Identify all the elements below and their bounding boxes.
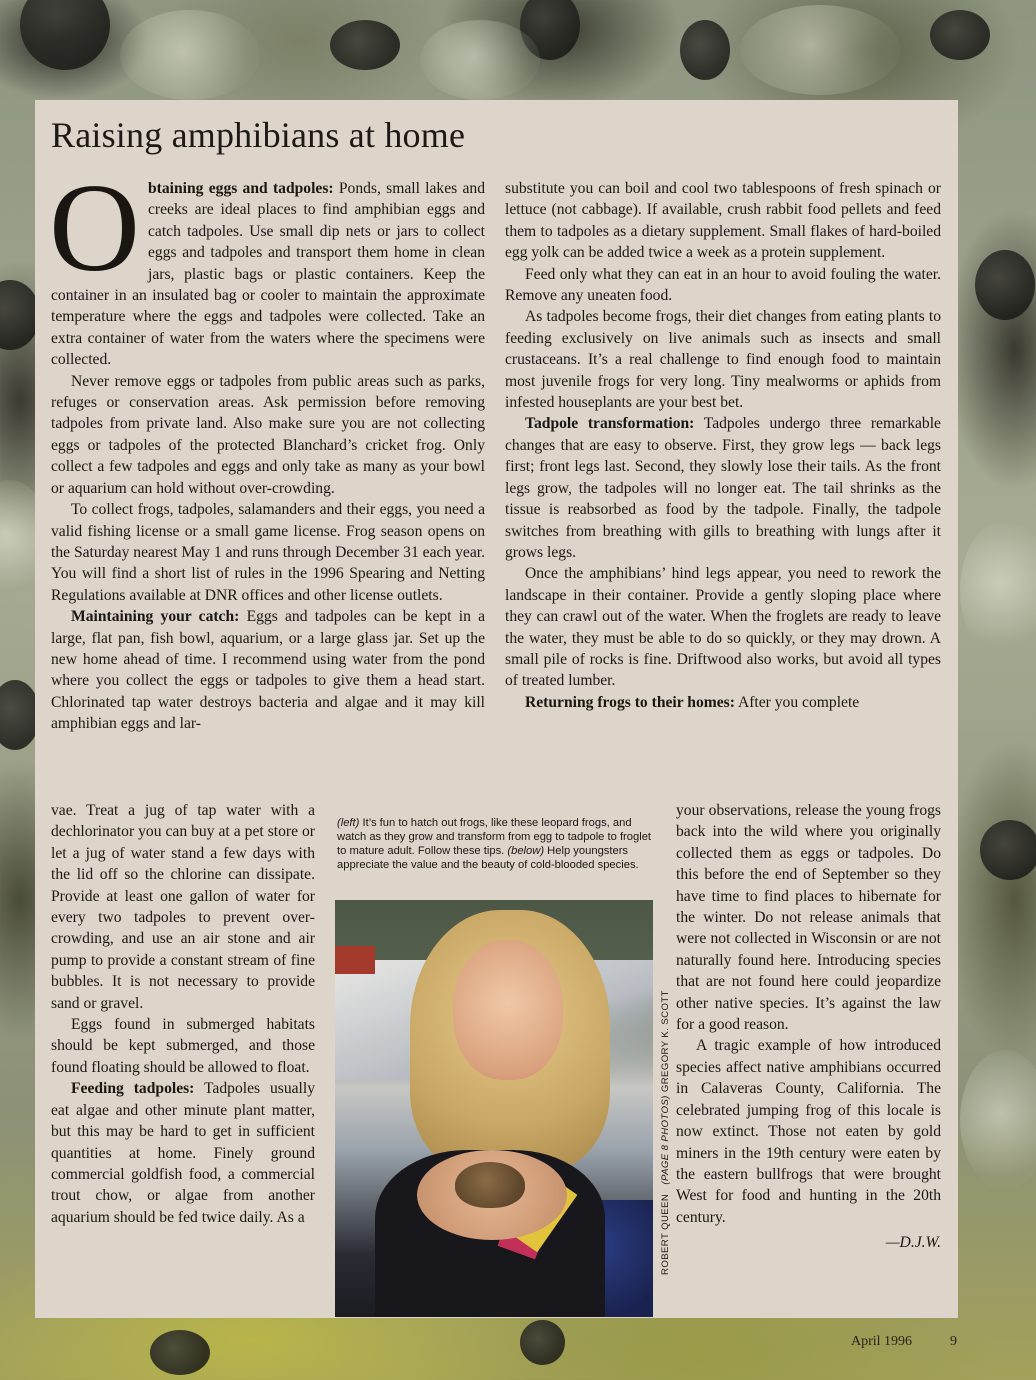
article-title: Raising amphibians at home <box>51 115 466 155</box>
paragraph: Never remove eggs or tadpoles from public areas such as parks, refuges or conservation areas. Ask permission before removing tadpoles from private land. Also make sure you are not collecting eggs or tadpoles of the protected Blanchard’s cricket frog. Only collect a few tadpoles and eggs and only take as many as your bowl or aquarium can hold without over-crowding. <box>51 372 485 497</box>
paragraph: Maintaining your catch: Eggs and tadpoles can be kept in a large, flat pan, fish bowl, aquarium, or a large glass jar. Set up the new home ahead of time. I recommend using water from the pond where you collect the eggs or tadpoles to give them a head start. Chlorinated tap water destroys bacteria and algae and it may kill amphibian eggs and lar- <box>51 608 485 733</box>
photo-credit: ROBERT QUEEN (PAGE 8 PHOTOS) GREGORY K. SCOTT <box>660 990 671 1275</box>
subhead: Maintaining your catch: <box>71 608 240 626</box>
paragraph: Feed only what they can eat in an hour to avoid fouling the water. Remove any uneaten food. <box>505 265 941 305</box>
paragraph: Once the amphibians’ hind legs appear, you need to rework the landscape in their container. Provide a gently sloping place where they can crawl out of the water. When the froglets are ready to leave the water, they must be able to do so quickly, or they may drown. A small pile of rocks is fine. Driftwood also works, but avoid all types of treated lumber. <box>505 565 941 690</box>
subhead: btaining eggs and tadpoles: <box>148 180 334 197</box>
photo-caption: (left) It’s fun to hatch out frogs, like these leopard frogs, and watch as they grow and transform from egg to tadpole to froglet to mature adult. Follow these tips. (below) Help youngsters appreciate the value and the beauty of cold-blooded species. <box>337 817 652 871</box>
subhead: Returning frogs to their homes: <box>525 693 735 711</box>
paragraph: Eggs found in submerged habitats should be kept submerged, and those found floating should be allowed to float. <box>51 1016 315 1076</box>
paragraph: substitute you can boil and cool two tablespoons of fresh spinach or lettuce (not cabbage). If available, crush rabbit food pellets and feed them to tadpoles as a dietary supplement. Small flakes of hard-boiled egg yolk can be added twice a week as a protein supplement. <box>505 180 941 262</box>
paragraph: To collect frogs, tadpoles, salamanders and their eggs, you need a valid fishing license or a small game license. Frog season opens on the Saturday nearest May 1 and runs through December 31 each year. You will find a short list of rules in the 1996 Spearing and Netting Regulations available at DNR offices and other license outlets. <box>51 501 485 604</box>
column-1 <box>49 159 485 735</box>
footer-date: April 1996 <box>851 1334 913 1349</box>
paragraph: A tragic example of how introduced species affect native amphibians occurred in Calaveras County, California. The celebrated jumping frog of this locale is now extinct. Those not eaten by gold miners in the 19th century were eaten by the eastern bullfrogs that were brought West for food and hunting in the 20th century. <box>676 1037 941 1226</box>
article-panel <box>35 100 958 1318</box>
drop-cap: O <box>49 159 140 298</box>
author-signoff: —D.J.W. <box>885 1234 941 1252</box>
subhead: Feeding tadpoles: <box>71 1080 195 1098</box>
frog-image <box>455 1162 525 1208</box>
paragraph: Feeding tadpoles: Tadpoles usually eat algae and other minute plant matter, but this may be hard to get in sufficient quantities at home. Finely ground commercial goldfish food, a commercial trout chow, or algae from another aquarium should be fed twice daily. As a <box>51 1080 316 1226</box>
girl-holding-frog-photo <box>335 900 653 1317</box>
page-number: 9 <box>950 1334 957 1349</box>
subhead: Tadpole transformation: <box>525 415 695 433</box>
paragraph: Returning frogs to their homes: After you complete <box>525 693 860 711</box>
paragraph: As tadpoles become frogs, their diet changes from eating plants to feeding exclusively on live animals such as insects and small crustaceans. It’s a real challenge to find enough food to maintain most juvenile frogs for very long. Tiny mealworms or aphids from infested houseplants are your best bet. <box>505 308 941 412</box>
column-1-narrow <box>51 800 315 1228</box>
column-2-narrow <box>676 800 941 1254</box>
column-2 <box>505 178 941 713</box>
paragraph: vae. Treat a jug of tap water with a dechlorinator you can buy at a pet store or let a jug of water stand a few days with the lid off so the chlorine can dissipate. Provide at least one gallon of water for every two tadpoles to prevent over-crowding, and use an air stone and air pump to provide a constant stream of fine bubbles. It is not necessary to provide sand or gravel. <box>51 802 315 1012</box>
paragraph: your observations, release the young frogs back into the wild where you originally collected them as eggs or tadpoles. Do this before the end of September so they have time to find places to hibernate for the winter. Do not release animals that were not collected in Wisconsin or are not naturally found here. Introducing species that are not found here could jeopardize other native species. It’s against the law for a good reason. <box>676 802 941 1034</box>
paragraph: Tadpole transformation: Tadpoles undergo three remarkable changes that are easy to observe. First, they grow legs — back legs first; front legs last. Second, they slowly lose their tails. As the front legs grow, the tadpoles will no longer eat. The tail shrinks as the tissue is reabsorbed as food by the tadpole. Finally, the tadpole switches from breathing with gills to breathing with lungs after it grows legs. <box>505 415 941 561</box>
paragraph: Obtaining eggs and tadpoles: Ponds, small lakes and creeks are ideal places to find amphibian eggs and catch tadpoles. Use small dip nets or jars to collect eggs and tadpoles and transport them home in clean jars, plastic bags or plastic containers. Keep the container in an insulated bag or cooler to maintain the approximate temperature where the eggs and tadpoles were collected. Take an extra container of water from the waters where the specimens were collected. <box>49 159 485 369</box>
